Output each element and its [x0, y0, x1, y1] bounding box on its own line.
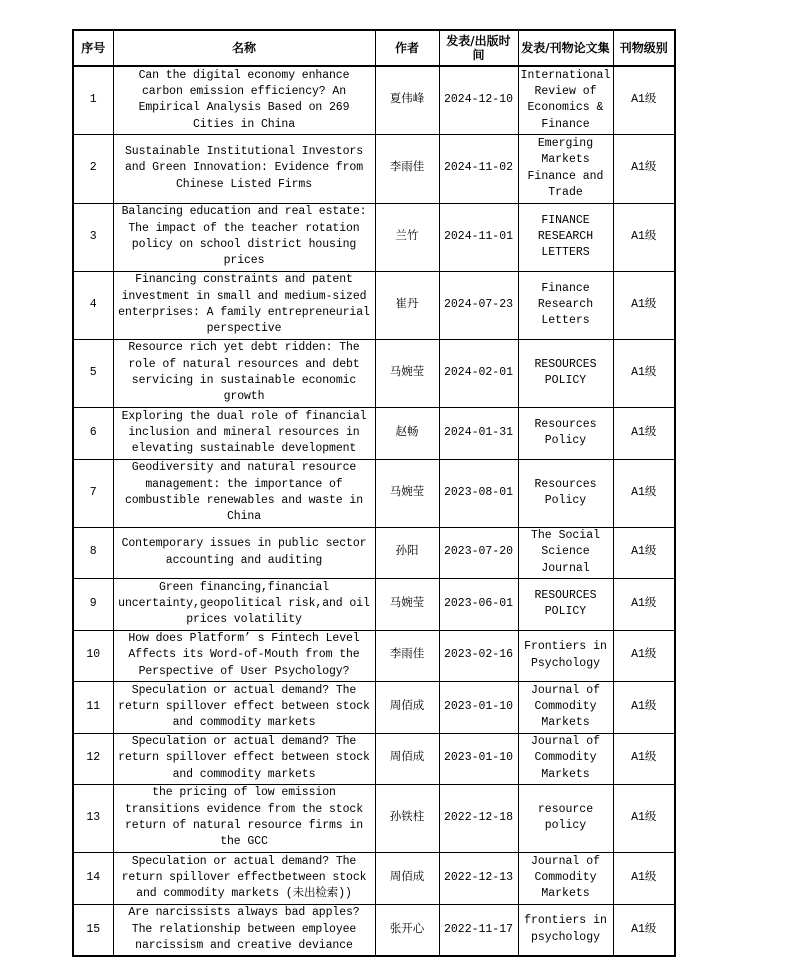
cell-title: Resource rich yet debt ridden: The role of natural resources and debt servicing in sustainable economic growth: [113, 339, 375, 407]
cell-title: Speculation or actual demand? The return spillover effect between stock and commodity markets: [113, 733, 375, 784]
cell-date: 2024-11-01: [439, 203, 518, 271]
cell-title: Geodiversity and natural resource management: the importance of combustible renewables and waste in China: [113, 459, 375, 527]
cell-level: A1级: [613, 339, 675, 407]
table-row: [73, 527, 675, 578]
cell-date: 2022-12-13: [439, 852, 518, 904]
cell-no: 4: [73, 271, 113, 339]
cell-title: Sustainable Institutional Investors and Green Innovation: Evidence from Chinese Listed Firms: [113, 134, 375, 203]
cell-author: 周佰成: [375, 733, 439, 784]
cell-date: 2023-08-01: [439, 459, 518, 527]
table-row: [73, 578, 675, 630]
cell-date: 2023-01-10: [439, 681, 518, 733]
cell-date: 2023-02-16: [439, 630, 518, 681]
cell-author: 夏伟峰: [375, 66, 439, 134]
cell-journal: Journal of Commodity Markets: [518, 681, 613, 733]
cell-title: Speculation or actual demand? The return spillover effectbetween stock and commodity markets (未出检索)): [113, 852, 375, 904]
cell-author: 马婉莹: [375, 459, 439, 527]
cell-title: the pricing of low emission transitions evidence from the stock return of natural resource firms in the GCC: [113, 784, 375, 852]
cell-journal: resource policy: [518, 784, 613, 852]
table-row: [73, 66, 675, 134]
cell-author: 孙阳: [375, 527, 439, 578]
cell-no: 3: [73, 203, 113, 271]
cell-no: 12: [73, 733, 113, 784]
cell-journal: RESOURCES POLICY: [518, 578, 613, 630]
cell-date: 2023-01-10: [439, 733, 518, 784]
cell-no: 10: [73, 630, 113, 681]
cell-date: 2024-12-10: [439, 66, 518, 134]
table-row: [73, 134, 675, 203]
cell-journal: The Social Science Journal: [518, 527, 613, 578]
header-title: 名称: [113, 30, 375, 66]
table-row: [73, 630, 675, 681]
cell-date: 2024-01-31: [439, 407, 518, 459]
cell-author: 孙铁柱: [375, 784, 439, 852]
cell-journal: Journal of Commodity Markets: [518, 852, 613, 904]
cell-author: 马婉莹: [375, 578, 439, 630]
cell-journal: RESOURCES POLICY: [518, 339, 613, 407]
cell-author: 张开心: [375, 904, 439, 956]
cell-title: Can the digital economy enhance carbon emission efficiency? An Empirical Analysis Based on 269 Cities in China: [113, 66, 375, 134]
cell-author: 周佰成: [375, 681, 439, 733]
cell-level: A1级: [613, 904, 675, 956]
cell-level: A1级: [613, 66, 675, 134]
cell-no: 5: [73, 339, 113, 407]
cell-date: 2022-12-18: [439, 784, 518, 852]
cell-title: Are narcissists always bad apples? The relationship between employee narcissism and creative deviance: [113, 904, 375, 956]
cell-level: A1级: [613, 784, 675, 852]
cell-author: 崔丹: [375, 271, 439, 339]
table-row: [73, 733, 675, 784]
cell-title: Green financing,financial uncertainty,geopolitical risk,and oil prices volatility: [113, 578, 375, 630]
cell-journal: International Review of Economics & Finance: [518, 66, 613, 134]
cell-journal: frontiers in psychology: [518, 904, 613, 956]
cell-journal: Resources Policy: [518, 459, 613, 527]
cell-journal: Resources Policy: [518, 407, 613, 459]
cell-author: 马婉莹: [375, 339, 439, 407]
cell-author: 赵畅: [375, 407, 439, 459]
cell-no: 7: [73, 459, 113, 527]
cell-date: 2024-02-01: [439, 339, 518, 407]
table-row: [73, 271, 675, 339]
cell-level: A1级: [613, 733, 675, 784]
cell-title: Financing constraints and patent investment in small and medium-sized enterprises: A family entrepreneurial perspective: [113, 271, 375, 339]
cell-level: A1级: [613, 681, 675, 733]
cell-author: 李雨佳: [375, 134, 439, 203]
cell-title: How does Platform’ s Fintech Level Affects its Word-of-Mouth from the Perspective of User Psychology?: [113, 630, 375, 681]
cell-level: A1级: [613, 134, 675, 203]
cell-level: A1级: [613, 407, 675, 459]
cell-level: A1级: [613, 203, 675, 271]
cell-level: A1级: [613, 630, 675, 681]
table-row: [73, 681, 675, 733]
cell-no: 8: [73, 527, 113, 578]
publications-table: [72, 29, 676, 957]
table-row: [73, 459, 675, 527]
cell-author: 周佰成: [375, 852, 439, 904]
cell-journal: Emerging Markets Finance and Trade: [518, 134, 613, 203]
cell-no: 13: [73, 784, 113, 852]
cell-no: 9: [73, 578, 113, 630]
cell-no: 14: [73, 852, 113, 904]
cell-level: A1级: [613, 527, 675, 578]
cell-date: 2023-07-20: [439, 527, 518, 578]
table-row: [73, 784, 675, 852]
cell-no: 2: [73, 134, 113, 203]
cell-title: Speculation or actual demand? The return spillover effect between stock and commodity markets: [113, 681, 375, 733]
table-row: [73, 407, 675, 459]
cell-journal: Frontiers in Psychology: [518, 630, 613, 681]
cell-author: 李雨佳: [375, 630, 439, 681]
cell-no: 1: [73, 66, 113, 134]
table-row: [73, 852, 675, 904]
cell-date: 2023-06-01: [439, 578, 518, 630]
cell-journal: Journal of Commodity Markets: [518, 733, 613, 784]
table-row: [73, 904, 675, 956]
cell-no: 15: [73, 904, 113, 956]
table-row: [73, 203, 675, 271]
header-row: [73, 30, 675, 66]
cell-level: A1级: [613, 578, 675, 630]
cell-title: Contemporary issues in public sector accounting and auditing: [113, 527, 375, 578]
header-level: 刊物级别: [613, 30, 675, 66]
header-journal: 发表/刊物论文集: [518, 30, 613, 66]
header-author: 作者: [375, 30, 439, 66]
cell-no: 6: [73, 407, 113, 459]
header-no: 序号: [73, 30, 113, 66]
cell-level: A1级: [613, 459, 675, 527]
cell-author: 兰竹: [375, 203, 439, 271]
table-row: [73, 339, 675, 407]
cell-date: 2024-11-02: [439, 134, 518, 203]
cell-title: Exploring the dual role of financial inclusion and mineral resources in elevating sustainable development: [113, 407, 375, 459]
cell-journal: Finance Research Letters: [518, 271, 613, 339]
cell-level: A1级: [613, 271, 675, 339]
cell-date: 2022-11-17: [439, 904, 518, 956]
header-date: 发表/出版时间: [439, 30, 518, 66]
cell-no: 11: [73, 681, 113, 733]
cell-journal: FINANCE RESEARCH LETTERS: [518, 203, 613, 271]
cell-date: 2024-07-23: [439, 271, 518, 339]
cell-title: Balancing education and real estate: The impact of the teacher rotation policy on school district housing prices: [113, 203, 375, 271]
cell-level: A1级: [613, 852, 675, 904]
